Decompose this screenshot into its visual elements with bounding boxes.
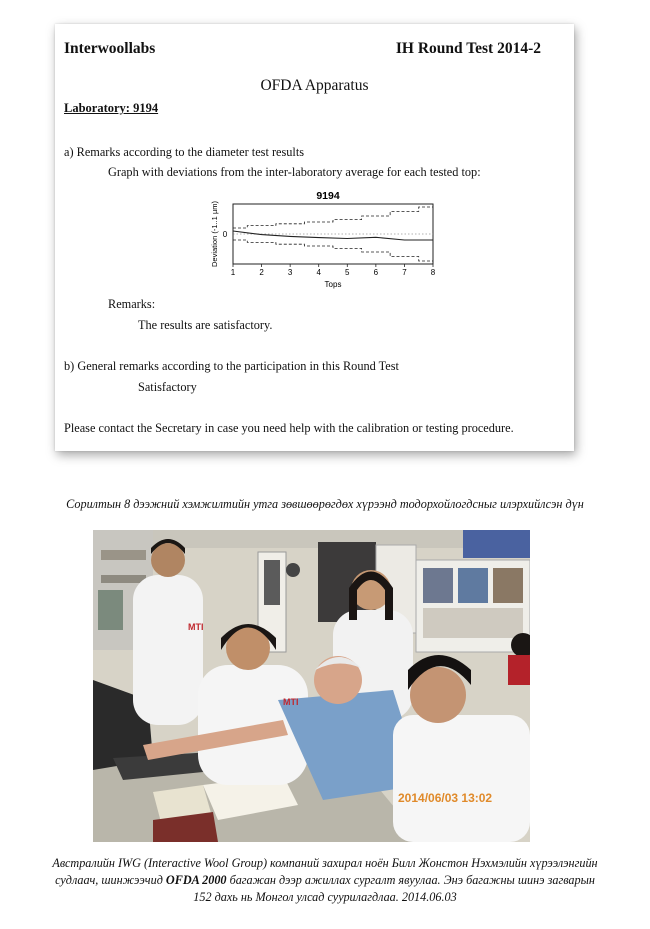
y-axis-label: Deviation (-1..1 µm) xyxy=(210,200,219,268)
x-tick-7: 7 xyxy=(402,268,407,277)
series-dashed-lower xyxy=(233,240,433,261)
chart-caption: Сорилтын 8 дээжний хэмжилтийн утга зөвшөөрөгдөх хүрээнд тодорхойлогдсныг илэрхийлсэн дүн xyxy=(66,497,584,511)
photo-caption-product: OFDA 2000 xyxy=(165,873,227,887)
lab-photo xyxy=(93,530,530,842)
section-b-heading: b) General remarks according to the participation in this Round Test xyxy=(64,359,399,373)
deviation-chart xyxy=(203,187,443,293)
section-a-heading: a) Remarks according to the diameter test results xyxy=(64,145,305,159)
badge-mti-2: MTI xyxy=(283,697,299,707)
photo-caption-line1: Австралийн IWG (Interactive Wool Group) компаний захирал ноён Билл Жонстон Нэхмэлийн хүрээлэнгийн xyxy=(52,856,598,870)
photo-caption-line2a: судлаач, шинжээчид xyxy=(55,873,166,887)
remarks-label: Remarks: xyxy=(108,297,156,311)
round-title: IH Round Test 2014-2 xyxy=(395,40,541,57)
remarks-text: The results are satisfactory. xyxy=(138,318,273,332)
photo-caption xyxy=(18,855,632,906)
contact-note: Please contact the Secretary in case you need help with the calibration or testing procedure. xyxy=(64,421,514,435)
x-tick-8: 8 xyxy=(430,268,436,277)
laboratory-id: Laboratory: 9194 xyxy=(64,101,159,115)
x-axis-label: Tops xyxy=(324,280,342,289)
photo-caption-line2c: багажан дээр ажиллах сургалт явуулаа. Энэ багажны шинэ загварын xyxy=(226,873,595,887)
x-tick-5: 5 xyxy=(345,268,350,277)
plot-frame xyxy=(233,204,433,264)
badge-mti-1: MTI xyxy=(188,622,204,632)
photo-timestamp: 2014/06/03 13:02 xyxy=(398,791,493,805)
chart-title: 9194 xyxy=(316,190,340,202)
x-tick-3: 3 xyxy=(287,268,293,277)
x-tick-2: 2 xyxy=(259,268,264,277)
x-tick-1: 1 xyxy=(230,268,236,277)
photo-illustration xyxy=(93,530,530,842)
graph-intro: Graph with deviations from the inter-laboratory average for each tested top: xyxy=(108,165,481,179)
series-dashed-upper xyxy=(233,207,433,228)
x-tick-6: 6 xyxy=(373,268,379,277)
photo-caption-line2 xyxy=(18,872,632,889)
general-result: Satisfactory xyxy=(138,380,197,394)
org-name: Interwoollabs xyxy=(64,40,156,57)
photo-caption-line3: 152 дахь нь Монгол улсад суурилагдлаа. 2014.06.03 xyxy=(193,890,457,904)
x-tick-4: 4 xyxy=(316,268,321,277)
report-card xyxy=(55,24,574,451)
apparatus-title: OFDA Apparatus xyxy=(260,77,369,94)
series-solid xyxy=(233,231,433,240)
y-tick-0: 0 xyxy=(222,230,228,239)
